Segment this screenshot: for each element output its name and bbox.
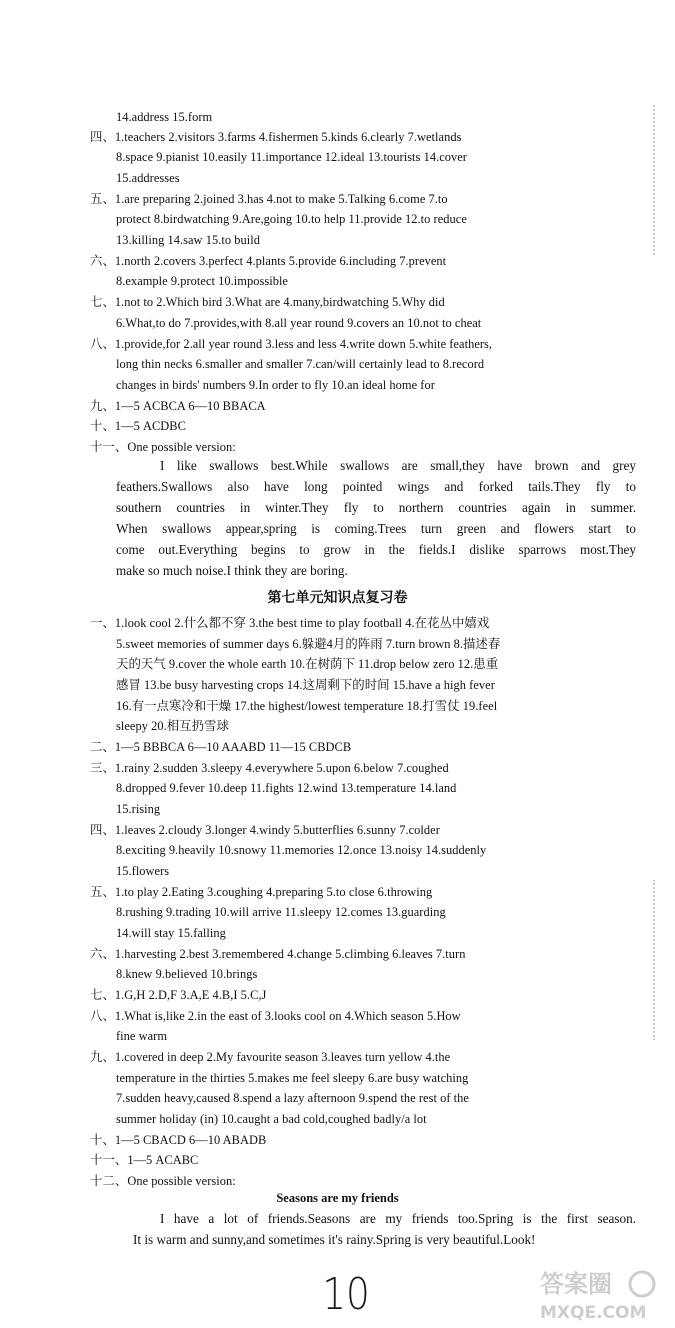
answer-line: 8.rushing 9.trading 10.will arrive 11.sleepy 12.comes 13.guarding <box>116 905 446 919</box>
essay-title: Seasons are my friends <box>276 1191 399 1205</box>
answer-line: 8.dropped 9.fever 10.deep 11.fights 12.wind 13.temperature 14.land <box>116 781 457 795</box>
watermark-logo <box>520 1262 670 1324</box>
answer-line: 感冒 13.be busy harvesting crops 14.这周剩下的时间 15.have a high fever <box>116 678 495 692</box>
answer-line: fine warm <box>116 1029 168 1043</box>
page-number: 10 <box>322 1269 370 1320</box>
answer-line: 五、1.to play 2.Eating 3.coughing 4.preparing 5.to close 6.throwing <box>90 885 433 899</box>
margin-dots <box>653 880 657 1040</box>
answer-line: sleepy 20.相互扔雪球 <box>116 719 229 733</box>
answer-line: 十一、1—5 ACABC <box>90 1153 199 1167</box>
answer-line: 8.example 9.protect 10.impossible <box>116 274 288 288</box>
answer-line: 三、1.rainy 2.sudden 3.sleepy 4.everywhere 5.upon 6.below 7.coughed <box>90 761 449 775</box>
essay-paragraph-line: When swallows appear,spring is coming.Trees turn green and flowers start to <box>116 521 636 536</box>
watermark-circle-icon <box>630 1272 654 1296</box>
answer-line: 四、1.teachers 2.visitors 3.farms 4.fishermen 5.kinds 6.clearly 7.wetlands <box>90 130 462 144</box>
answer-line: changes in birds' numbers 9.In order to fly 10.an ideal home for <box>116 378 435 392</box>
essay-paragraph-line: make so much noise.I think they are boring. <box>116 563 348 578</box>
margin-dots <box>653 105 657 255</box>
answer-line: 八、1.provide,for 2.all year round 3.less and less 4.write down 5.white feathers, <box>90 337 493 351</box>
watermark-site-text: MXQE.COM <box>540 1303 647 1323</box>
answer-line: 天的天气 9.cover the whole earth 10.在树荫下 11.drop below zero 12.患重 <box>116 657 499 671</box>
answer-line: long thin necks 6.smaller and smaller 7.can/will certainly lead to 8.record <box>116 357 485 371</box>
answer-line: 6.What,to do 7.provides,with 8.all year round 9.covers an 10.not to cheat <box>116 316 482 330</box>
essay-paragraph-line: It is warm and sunny,and sometimes it's rainy.Spring is very beautiful.Look! <box>133 1232 536 1247</box>
answer-line: 5.sweet memories of summer days 6.躲避4月的阵雨 7.turn brown 8.描述春 <box>116 637 501 651</box>
answer-line: 13.killing 14.saw 15.to build <box>116 233 260 247</box>
answer-line: 十、1—5 CBACD 6—10 ABADB <box>90 1133 267 1147</box>
essay-paragraph-line: I like swallows best.While swallows are small,they have brown and grey <box>160 458 636 473</box>
answer-line: 8.exciting 9.heavily 10.snowy 11.memories 12.once 13.noisy 14.suddenly <box>116 843 487 857</box>
answer-line: protect 8.birdwatching 9.Are,going 10.to help 11.provide 12.to reduce <box>116 212 467 226</box>
essay-paragraph-line: feathers.Swallows also have long pointed wings and forked tails.They fly to <box>116 479 636 494</box>
answer-line: 二、1—5 BBBCA 6—10 AAABD 11—15 CBDCB <box>90 740 352 754</box>
answer-line: 7.sudden heavy,caused 8.spend a lazy afternoon 9.spend the rest of the <box>116 1091 469 1105</box>
answer-line: 六、1.north 2.covers 3.perfect 4.plants 5.provide 6.including 7.prevent <box>90 254 447 268</box>
answer-line: 九、1—5 ACBCA 6—10 BBACA <box>90 399 266 413</box>
answer-line: 四、1.leaves 2.cloudy 3.longer 4.windy 5.butterflies 6.sunny 7.colder <box>90 823 440 837</box>
answer-line: 15.rising <box>116 802 161 816</box>
watermark-chinese-text: 答案圈 <box>540 1270 612 1298</box>
answer-line: temperature in the thirties 5.makes me feel sleepy 6.are busy watching <box>116 1071 469 1085</box>
answer-line: 一、1.look cool 2.什么都不穿 3.the best time to play football 4.在花丛中嬉戏 <box>90 616 490 630</box>
answer-line: 九、1.covered in deep 2.My favourite season 3.leaves turn yellow 4.the <box>90 1050 451 1064</box>
answer-line: 14.address 15.form <box>116 110 213 124</box>
answer-line: 十二、One possible version: <box>90 1174 236 1188</box>
answer-line: 15.addresses <box>116 171 180 185</box>
answer-line: 十一、One possible version: <box>90 440 236 454</box>
answer-line: 七、1.not to 2.Which bird 3.What are 4.many,birdwatching 5.Why did <box>90 295 445 309</box>
essay-paragraph-line: southern countries in winter.They fly to northern countries again in summer. <box>116 500 636 515</box>
answer-line: 16.有一点寒冷和干燥 17.the highest/lowest temperature 18.打雪仗 19.feel <box>116 699 498 713</box>
essay-paragraph-line: come out.Everything begins to grow in the fields.I dislike sparrows most.They <box>116 542 636 557</box>
answer-line: 15.flowers <box>116 864 170 878</box>
answer-line: 八、1.What is,like 2.in the east of 3.looks cool on 4.Which season 5.How <box>90 1009 461 1023</box>
answer-line: 五、1.are preparing 2.joined 3.has 4.not to make 5.Talking 6.come 7.to <box>90 192 448 206</box>
answer-line: 六、1.harvesting 2.best 3.remembered 4.change 5.climbing 6.leaves 7.turn <box>90 947 466 961</box>
answer-line: summer holiday (in) 10.caught a bad cold,coughed badly/a lot <box>116 1112 427 1126</box>
answer-line: 8.space 9.pianist 10.easily 11.importance 12.ideal 13.tourists 14.cover <box>116 150 467 164</box>
essay-paragraph-line: I have a lot of friends.Seasons are my friends too.Spring is the first season. <box>160 1211 636 1226</box>
answer-line: 8.knew 9.believed 10.brings <box>116 967 258 981</box>
unit-heading: 第七单元知识点复习卷 <box>267 590 408 606</box>
answer-line: 十、1—5 ACDBC <box>90 419 186 433</box>
answer-line: 14.will stay 15.falling <box>116 926 226 940</box>
answer-line: 七、1.G,H 2.D,F 3.A,E 4.B,I 5.C,J <box>90 988 267 1002</box>
